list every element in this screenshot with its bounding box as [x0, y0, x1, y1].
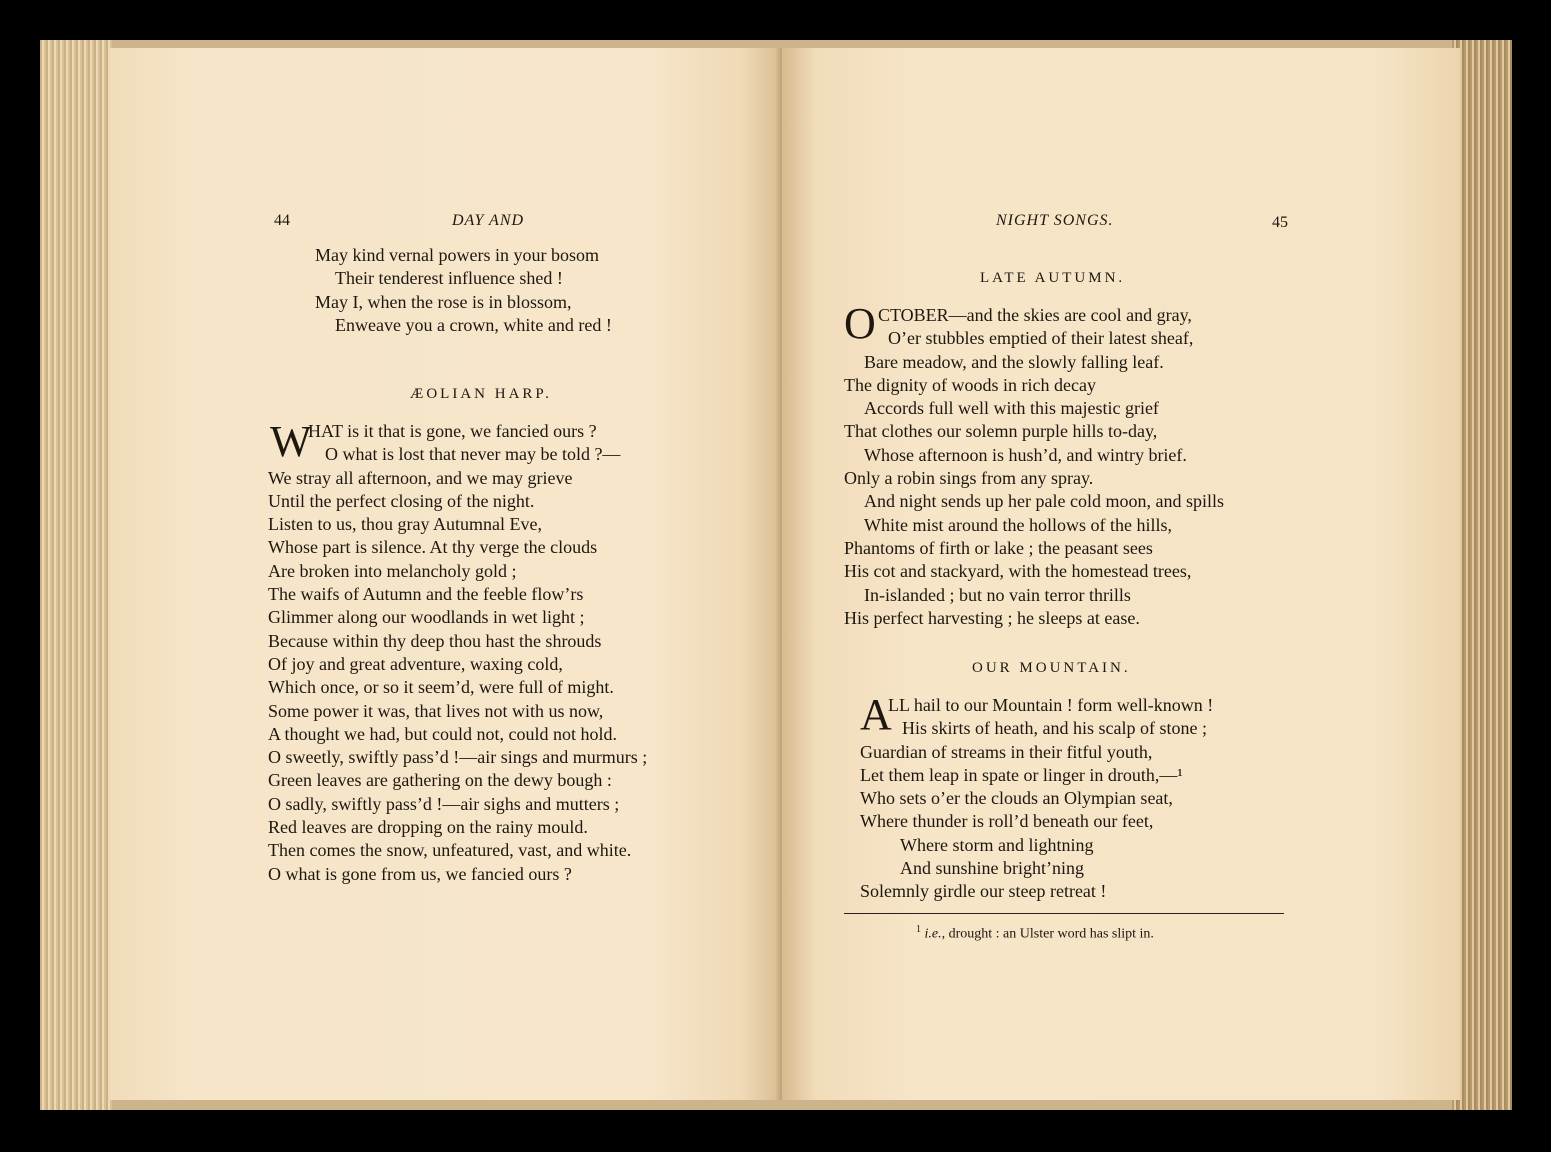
poem-title: ÆOLIAN HARP.	[410, 386, 552, 402]
footnote-rule	[844, 913, 1284, 914]
running-head-left: DAY AND	[452, 212, 525, 229]
verse-line: CTOBER—and the skies are cool and gray,	[878, 305, 1192, 325]
verse-line: And night sends up her pale cold moon, and spills	[864, 491, 1224, 512]
verse-line: Then comes the snow, unfeatured, vast, and white.	[268, 840, 632, 861]
continuation-stanza	[315, 244, 612, 337]
footnote-abbrev: i.e.,	[924, 926, 946, 942]
verse-line: Some power it was, that lives not with us now,	[268, 700, 604, 721]
page-edges-right	[1452, 40, 1512, 1110]
verse-line: O sadly, swiftly pass’d !—air sighs and mutters ;	[268, 793, 620, 814]
verse-line: O what is gone from us, we fancied ours ?	[268, 863, 572, 884]
verse-line: Green leaves are gathering on the dewy bough :	[268, 770, 612, 791]
footnote-text: drought : an Ulster word has slipt in.	[948, 926, 1154, 942]
poem-title: LATE AUTUMN.	[980, 270, 1126, 286]
verse-line: The dignity of woods in rich decay	[844, 374, 1096, 395]
page-number-left: 44	[274, 212, 290, 229]
verse-line: May kind vernal powers in your bosom	[315, 245, 599, 265]
verse-line: Whose afternoon is hush’d, and wintry brief.	[864, 444, 1187, 465]
verse-line: His skirts of heath, and his scalp of stone ;	[902, 718, 1207, 739]
verse-line: White mist around the hollows of the hills,	[864, 514, 1172, 535]
verse-line: Where storm and lightning	[900, 834, 1094, 855]
verse-line: A thought we had, but could not, could not hold.	[268, 723, 617, 744]
verse-line: Bare meadow, and the slowly falling leaf.	[864, 351, 1164, 372]
poem-body	[268, 417, 648, 886]
verse-line: Let them leap in spate or linger in drouth,—¹	[860, 764, 1183, 785]
verse-line: Accords full well with this majestic grief	[864, 398, 1159, 419]
verse-line: Because within thy deep thou hast the shrouds	[268, 630, 602, 651]
left-page	[110, 48, 782, 1100]
drop-cap: W	[270, 417, 312, 466]
right-page	[782, 48, 1460, 1100]
poem-body	[844, 299, 1224, 630]
verse-line: Enweave you a crown, white and red !	[335, 314, 612, 335]
verse-line: His perfect harvesting ; he sleeps at ease.	[844, 607, 1140, 628]
footnote-marker: 1	[916, 924, 921, 935]
verse-line: Whose part is silence. At thy verge the clouds	[268, 537, 598, 558]
verse-line: Where thunder is roll’d beneath our feet,	[860, 811, 1154, 832]
verse-line: The waifs of Autumn and the feeble flow’rs	[268, 584, 584, 605]
verse-line: Listen to us, thou gray Autumnal Eve,	[268, 514, 542, 535]
poem-body	[860, 690, 1214, 904]
page-number-right: 45	[1272, 214, 1288, 231]
drop-cap: O	[844, 299, 876, 348]
verse-line: That clothes our solemn purple hills to-day,	[844, 421, 1158, 442]
poem-title: OUR MOUNTAIN.	[972, 660, 1131, 676]
verse-line: Glimmer along our woodlands in wet light ;	[268, 607, 585, 628]
page-edges-left	[40, 40, 112, 1110]
verse-line: Who sets o’er the clouds an Olympian seat,	[860, 788, 1173, 809]
verse-line: Until the perfect closing of the night.	[268, 490, 535, 511]
verse-line: May I, when the rose is in blossom,	[315, 291, 572, 312]
verse-line: Which once, or so it seem’d, were full of might.	[268, 677, 614, 698]
verse-line: Their tenderest influence shed !	[335, 268, 563, 289]
verse-line: O what is lost that never may be told ?—	[325, 444, 621, 465]
verse-line: Of joy and great adventure, waxing cold,	[268, 653, 563, 674]
verse-line: Phantoms of firth or lake ; the peasant sees	[844, 537, 1153, 558]
verse-line: O’er stubbles emptied of their latest sheaf,	[888, 328, 1194, 349]
verse-line: Only a robin sings from any spray.	[844, 468, 1094, 489]
open-book	[40, 40, 1512, 1110]
verse-line: We stray all afternoon, and we may grieve	[268, 467, 573, 488]
verse-line: Are broken into melancholy gold ;	[268, 560, 517, 581]
verse-line: And sunshine bright’ning	[900, 858, 1084, 879]
verse-line: His cot and stackyard, with the homestead trees,	[844, 561, 1192, 582]
footnote	[916, 924, 1154, 943]
drop-cap: A	[860, 690, 892, 739]
verse-line: Red leaves are dropping on the rainy mould.	[268, 817, 588, 838]
verse-line: In-islanded ; but no vain terror thrills	[864, 584, 1131, 605]
verse-line: Guardian of streams in their fitful youth,	[860, 741, 1153, 762]
verse-line: O sweetly, swiftly pass’d !—air sings and murmurs ;	[268, 747, 648, 768]
verse-line: LL hail to our Mountain ! form well-known !	[888, 695, 1214, 715]
verse-line: Solemnly girdle our steep retreat !	[860, 881, 1107, 902]
verse-line: HAT is it that is gone, we fancied ours ?	[308, 421, 597, 441]
running-head-right: NIGHT SONGS.	[996, 212, 1114, 229]
